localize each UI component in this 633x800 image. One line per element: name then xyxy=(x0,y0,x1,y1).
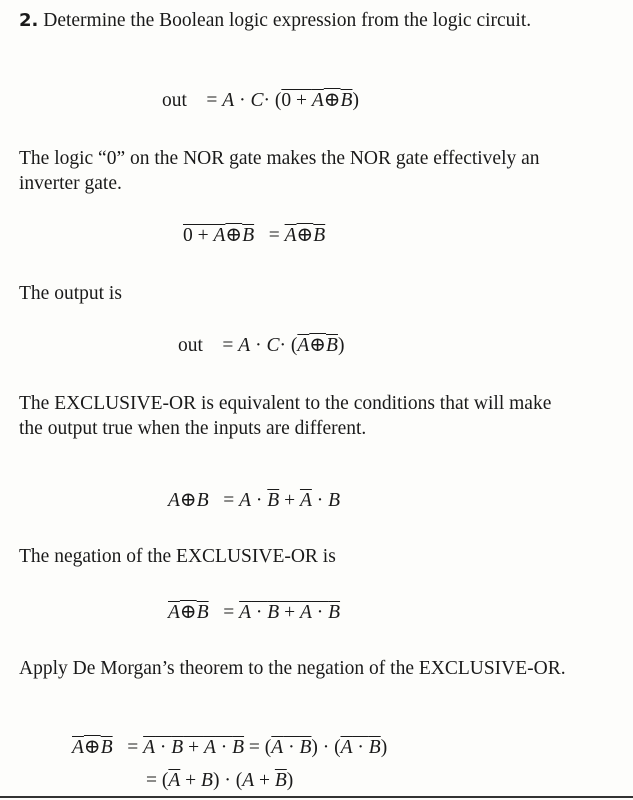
equation-2 xyxy=(183,223,325,248)
eq2-lhs-render: 0 + A⊕B xyxy=(183,224,255,246)
equation-4 xyxy=(168,488,340,513)
eq1-rhs-render: = A · C· xyxy=(206,90,270,111)
eq1-lhs: out xyxy=(162,90,187,111)
equation-5 xyxy=(168,600,340,625)
eq5-rhs-render: = A · B + A · B xyxy=(223,602,341,623)
problem-text: Determine the Boolean logic expression from the logic circuit. xyxy=(43,10,532,31)
demorgan-paragraph: Apply De Morgan’s theorem to the negation of the EXCLUSIVE-OR. xyxy=(19,658,566,679)
problem-statement xyxy=(19,8,579,33)
equation-3 xyxy=(178,333,344,358)
eq6-rhs-line1-render: = A · B + A · B = (A · B) · (A · B) xyxy=(127,737,388,758)
equation-6-line-2 xyxy=(146,768,293,793)
eq2-rhs-render: = A⊕B xyxy=(268,224,326,246)
eq5-lhs-render: A⊕B xyxy=(168,601,209,623)
negation-label: The negation of the EXCLUSIVE-OR is xyxy=(19,546,336,567)
equation-1 xyxy=(162,88,359,113)
nor-note-paragraph: The logic “0” on the NOR gate makes the NOR gate effectively an inverter gate. xyxy=(19,148,540,194)
eq6-lhs-render: A⊕B xyxy=(72,736,113,758)
eq1-paren-group: (0 + A⊕B) xyxy=(274,89,359,111)
equation-6-line-1 xyxy=(72,735,387,760)
eq6-rhs-line2-render: = $(\overline{A} + B) \cdot (A + \overline{B})$ xyxy=(146,770,294,791)
bottom-rule xyxy=(0,796,633,798)
eq3-lhs: out xyxy=(178,335,203,356)
output-is-label: The output is xyxy=(19,283,122,304)
problem-number: 2. xyxy=(19,10,39,31)
eq3-rhs-render: = A · C· (A⊕B) xyxy=(222,334,345,356)
eq4-rhs-render: = $A \cdot \overline{B} + \overline{A} \cdot B$ xyxy=(223,490,341,511)
xor-description-paragraph: The EXCLUSIVE-OR is equivalent to the conditions that will make the output true when the inputs are different. xyxy=(19,393,552,439)
eq4-lhs-render: A⊕B xyxy=(168,489,209,511)
